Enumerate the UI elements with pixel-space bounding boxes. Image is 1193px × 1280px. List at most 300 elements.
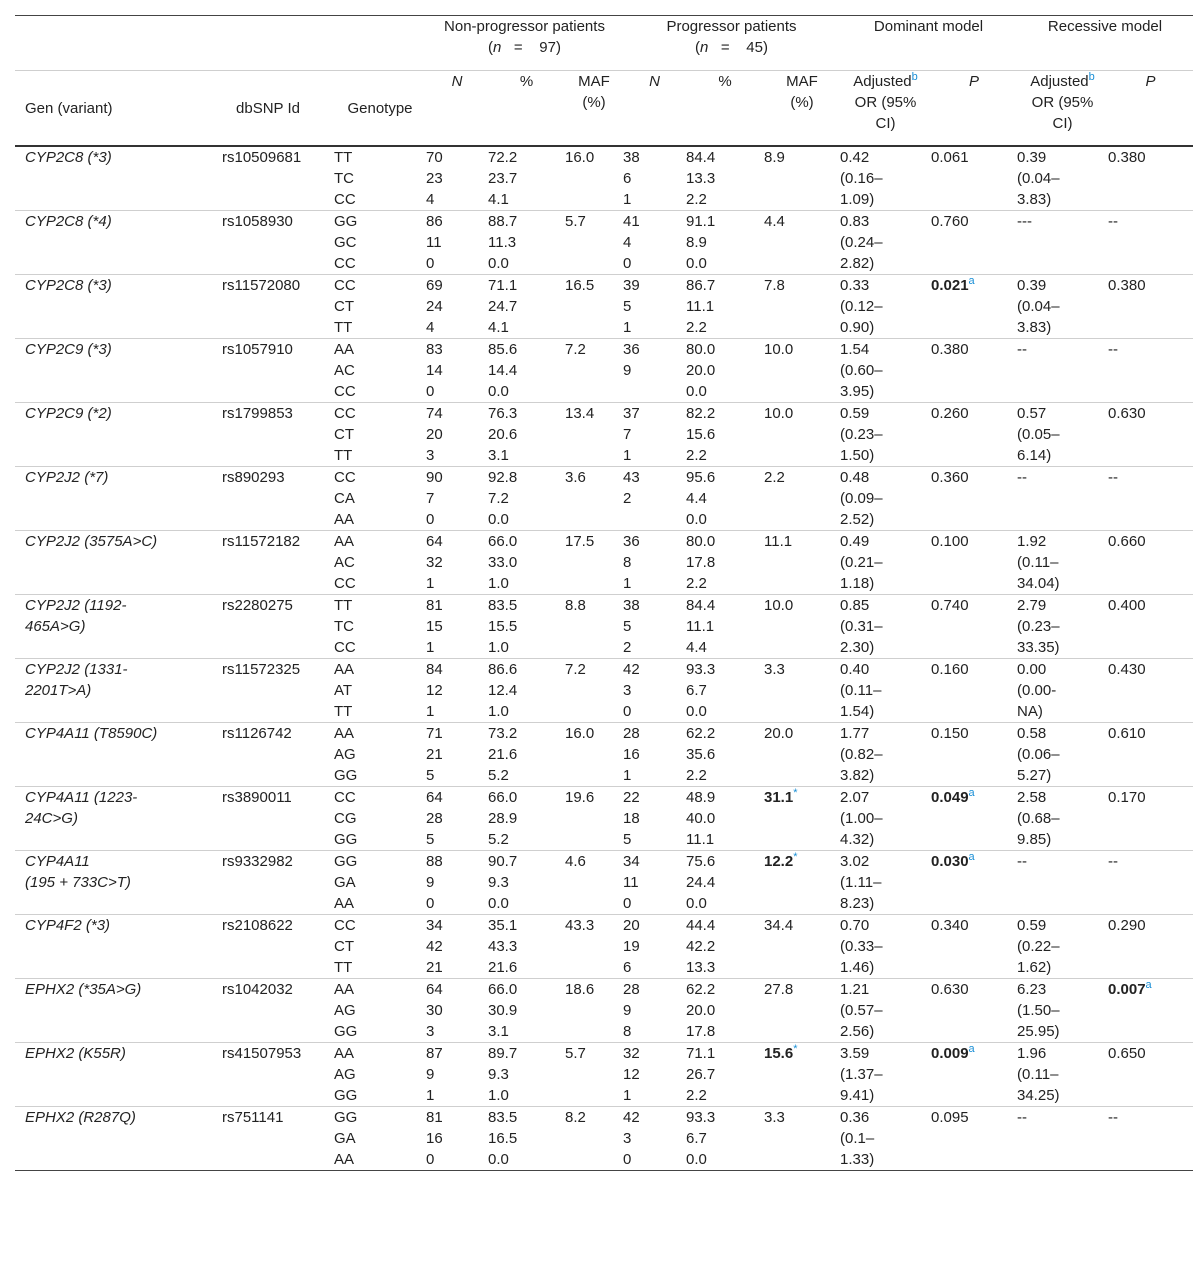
recessive-or-line: 1.92 — [1017, 533, 1047, 550]
dominant-or-line: (1.00– — [840, 810, 883, 827]
col-nonprog-pct: % — [519, 73, 534, 90]
nonprog-n-cell: 7 — [426, 490, 435, 507]
dominant-or-cell — [840, 595, 931, 659]
maf-label: MAF — [578, 73, 610, 90]
nonprog-pct-cell: 1.0 — [488, 703, 509, 720]
table-row — [15, 146, 1193, 168]
prog-maf-value: 3.3 — [764, 661, 785, 678]
dominant-or-line: 1.54) — [840, 703, 875, 720]
nonprog-maf-cell: 43.3 — [565, 917, 595, 934]
dominant-or-line: (0.21– — [840, 554, 883, 571]
dbsnp-id-cell: rs11572080 — [222, 277, 301, 294]
prog-pct-cell: 82.2 — [686, 405, 716, 422]
dominant-p-cell — [931, 1107, 1017, 1171]
prog-n-cell: 19 — [623, 938, 640, 955]
maf-label: MAF — [786, 73, 818, 90]
table-row — [15, 403, 1193, 425]
recessive-or-cell — [1017, 915, 1108, 979]
nonprog-pct-cell: 5.2 — [488, 831, 509, 848]
nonprog-pct-cell: 1.0 — [488, 639, 509, 656]
prog-maf-cell — [764, 211, 840, 275]
prog-n-cell: 6 — [623, 170, 632, 187]
dominant-or-line: 8.23) — [840, 895, 875, 912]
dominant-or-line: 0.49 — [840, 533, 870, 550]
prog-maf-value: 31.1 — [764, 789, 794, 806]
prog-maf-value: 2.2 — [764, 469, 785, 486]
prog-maf-cell — [764, 275, 840, 339]
dbsnp-id-cell: rs3890011 — [222, 789, 292, 806]
nonprog-pct-cell: 72.2 — [488, 149, 518, 166]
nonprog-n-cell: 3 — [426, 1023, 435, 1040]
dominant-or-line: 0.48 — [840, 469, 870, 486]
dominant-p-value: 0.380 — [931, 341, 969, 358]
dominant-or-line: 0.85 — [840, 597, 870, 614]
nonprog-n-cell: 5 — [426, 831, 435, 848]
dbsnp-id-cell: rs2280275 — [222, 597, 293, 614]
prog-maf-value: 8.9 — [764, 149, 785, 166]
table-row — [15, 531, 1193, 553]
recessive-or-line: NA) — [1017, 703, 1043, 720]
prog-pct-cell: 13.3 — [686, 959, 716, 976]
recessive-or-cell — [1017, 851, 1108, 915]
progressor-title: Progressor patients — [666, 18, 797, 35]
prog-n-cell: 43 — [623, 469, 640, 486]
recessive-p-value: 0.430 — [1108, 661, 1146, 678]
gene-variant-cell — [15, 979, 202, 1043]
dominant-or-line: (0.11– — [840, 682, 882, 699]
prog-maf-value: 27.8 — [764, 981, 794, 998]
nonprogressor-title: Non-progressor patients — [444, 18, 605, 35]
prog-pct-cell: 35.6 — [686, 746, 716, 763]
col-nonprog-maf — [565, 71, 623, 147]
dominant-or-line: 1.09) — [840, 191, 875, 208]
genotype-association-table — [15, 15, 1193, 1171]
gene-variant-line: CYP2J2 (1331- — [25, 661, 128, 678]
nonprog-pct-cell: 30.9 — [488, 1002, 518, 1019]
nonprog-pct-cell: 35.1 — [488, 917, 518, 934]
dominant-or-cell — [840, 403, 931, 467]
prog-n-cell: 16 — [623, 746, 640, 763]
dominant-or-line: 2.56) — [840, 1023, 875, 1040]
recessive-or-line: (0.00- — [1017, 682, 1057, 699]
prog-pct-cell: 17.8 — [686, 554, 716, 571]
prog-pct-cell: 80.0 — [686, 533, 716, 550]
prog-n-cell: 1 — [623, 767, 632, 784]
gene-variant-cell — [15, 659, 202, 723]
dominant-or-line: (0.31– — [840, 618, 883, 635]
recessive-p-value: 0.660 — [1108, 533, 1146, 550]
prog-pct-cell: 6.7 — [686, 682, 707, 699]
dominant-or-line: 1.77 — [840, 725, 870, 742]
prog-n-cell: 32 — [623, 1045, 640, 1062]
prog-n-cell: 2 — [623, 490, 632, 507]
prog-n-cell: 11 — [623, 874, 639, 891]
maf-unit: (%) — [790, 94, 814, 111]
prog-n-cell: 9 — [623, 362, 632, 379]
dominant-p-cell — [931, 851, 1017, 915]
col-nonprog-n: N — [451, 73, 463, 90]
prog-n-cell: 1 — [623, 447, 632, 464]
dominant-p-value: 0.260 — [931, 405, 969, 422]
dominant-p-cell — [931, 1043, 1017, 1107]
prog-n-cell: 4 — [623, 234, 632, 251]
col-dom-or — [840, 71, 931, 147]
progressor-n: (n = 45) — [695, 39, 768, 56]
table-row — [15, 979, 1193, 1001]
prog-n-cell: 36 — [623, 533, 640, 550]
nonprog-maf-cell: 5.7 — [565, 213, 586, 230]
recessive-model-header: Recessive model — [1047, 18, 1163, 35]
genotype-cell: GG — [334, 853, 358, 870]
dominant-or-line: 0.70 — [840, 917, 870, 934]
nonprog-n-cell: 21 — [426, 959, 443, 976]
dbsnp-id-cell: rs1126742 — [222, 725, 292, 742]
nonprog-n-cell: 5 — [426, 767, 435, 784]
nonprog-n-cell: 86 — [426, 213, 443, 230]
recessive-or-cell — [1017, 403, 1108, 467]
recessive-p-value: -- — [1108, 341, 1118, 358]
nonprog-n-cell: 0 — [426, 255, 435, 272]
prog-pct-cell: 48.9 — [686, 789, 716, 806]
prog-maf-cell — [764, 339, 840, 403]
dominant-or-cell — [840, 339, 931, 403]
nonprog-maf-cell: 7.2 — [565, 341, 586, 358]
prog-n-cell — [623, 509, 686, 531]
nonprog-n-cell: 34 — [426, 917, 443, 934]
nonprog-pct-cell: 0.0 — [488, 383, 509, 400]
dominant-p-value: 0.360 — [931, 469, 969, 486]
prog-n-cell: 38 — [623, 597, 640, 614]
nonprog-n-cell: 87 — [426, 1045, 443, 1062]
gene-variant-line: CYP2C9 (*2) — [25, 405, 112, 422]
dominant-or-line: 1.54 — [840, 341, 870, 358]
prog-maf-cell — [764, 659, 840, 723]
prog-pct-cell: 13.3 — [686, 170, 716, 187]
recessive-or-cell — [1017, 211, 1108, 275]
recessive-or-line: -- — [1017, 469, 1027, 486]
prog-n-cell: 28 — [623, 725, 640, 742]
dominant-model-header: Dominant model — [873, 18, 984, 35]
prog-pct-cell: 62.2 — [686, 725, 716, 742]
nonprog-maf-cell: 19.6 — [565, 789, 595, 806]
prog-pct-cell: 71.1 — [686, 1045, 716, 1062]
nonprog-n-cell: 1 — [426, 575, 435, 592]
prog-maf-cell — [764, 403, 840, 467]
prog-n-cell: 3 — [623, 1130, 632, 1147]
recessive-or-cell — [1017, 531, 1108, 595]
dominant-p-value: 0.760 — [931, 213, 969, 230]
footnote-a-marker: a — [968, 1043, 975, 1055]
prog-n-cell: 36 — [623, 341, 640, 358]
nonprog-pct-cell: 0.0 — [488, 255, 509, 272]
prog-pct-cell: 0.0 — [686, 383, 707, 400]
nonprog-maf-cell: 7.2 — [565, 661, 586, 678]
or-label-line3: CI) — [1052, 115, 1073, 132]
prog-maf-cell — [764, 979, 840, 1043]
dominant-or-line: 2.07 — [840, 789, 870, 806]
nonprog-n-cell: 70 — [426, 149, 443, 166]
prog-pct-cell: 15.6 — [686, 426, 716, 443]
recessive-or-cell — [1017, 1043, 1108, 1107]
dbsnp-id-cell: rs890293 — [222, 469, 285, 486]
genotype-cell: AG — [334, 746, 356, 763]
prog-maf-value: 12.2 — [764, 853, 794, 870]
recessive-p-value: 0.290 — [1108, 917, 1146, 934]
nonprog-pct-cell: 3.1 — [488, 1023, 509, 1040]
nonprog-maf-cell: 16.0 — [565, 149, 595, 166]
prog-maf-value: 10.0 — [764, 341, 794, 358]
recessive-or-cell — [1017, 275, 1108, 339]
nonprog-pct-cell: 66.0 — [488, 789, 518, 806]
recessive-or-cell — [1017, 595, 1108, 659]
nonprog-n-cell: 14 — [426, 362, 443, 379]
nonprog-n-cell: 32 — [426, 554, 443, 571]
recessive-or-line: 25.95) — [1017, 1023, 1060, 1040]
dominant-or-line: 0.40 — [840, 661, 870, 678]
footnote-a-marker: a — [1145, 979, 1152, 991]
genotype-cell: TC — [334, 618, 354, 635]
gene-variant-line: (195 + 733C>T) — [25, 874, 131, 891]
dominant-or-line: (0.57– — [840, 1002, 883, 1019]
nonprog-pct-cell: 83.5 — [488, 1109, 518, 1126]
recessive-or-line: (0.06– — [1017, 746, 1060, 763]
gene-variant-cell — [15, 146, 202, 211]
dominant-p-cell — [931, 659, 1017, 723]
nonprog-n-cell: 23 — [426, 170, 443, 187]
genotype-cell: CC — [334, 277, 356, 294]
nonprog-n-cell: 16 — [426, 1130, 443, 1147]
nonprog-n-cell: 74 — [426, 405, 443, 422]
genotype-cell: AA — [334, 1045, 355, 1062]
dominant-or-cell — [840, 723, 931, 787]
prog-n-cell: 1 — [623, 1087, 632, 1104]
nonprog-n-cell: 1 — [426, 1087, 435, 1104]
col-dom-p: P — [968, 73, 979, 90]
nonprog-pct-cell: 33.0 — [488, 554, 518, 571]
dominant-or-line: 2.82) — [840, 255, 875, 272]
nonprog-n-cell: 88 — [426, 853, 443, 870]
genotype-cell: CC — [334, 575, 356, 592]
recessive-p-value: 0.170 — [1108, 789, 1146, 806]
recessive-or-line: 1.62) — [1017, 959, 1052, 976]
genotype-cell: AA — [334, 981, 355, 998]
recessive-p-cell — [1108, 659, 1193, 723]
dominant-or-cell — [840, 787, 931, 851]
dominant-or-line: (0.16– — [840, 170, 883, 187]
nonprog-pct-cell: 12.4 — [488, 682, 518, 699]
dominant-p-value: 0.160 — [931, 661, 969, 678]
recessive-p-cell — [1108, 915, 1193, 979]
prog-pct-cell: 91.1 — [686, 213, 716, 230]
dbsnp-id-cell: rs9332982 — [222, 853, 293, 870]
footnote-b-marker: b — [1088, 71, 1095, 83]
dominant-p-cell — [931, 531, 1017, 595]
gene-variant-line: CYP2J2 (1192- — [25, 597, 127, 614]
prog-n-cell: 0 — [623, 895, 632, 912]
genotype-cell: GG — [334, 1109, 358, 1126]
prog-maf-cell — [764, 595, 840, 659]
gene-variant-line: CYP4F2 (*3) — [25, 917, 111, 934]
dominant-or-line: (1.37– — [840, 1066, 883, 1083]
prog-n-cell: 42 — [623, 661, 640, 678]
prog-n-cell: 3 — [623, 682, 632, 699]
dominant-or-cell — [840, 211, 931, 275]
prog-n-cell: 1 — [623, 191, 632, 208]
dominant-or-cell — [840, 146, 931, 211]
nonprog-pct-cell: 1.0 — [488, 575, 509, 592]
gene-variant-cell — [15, 787, 202, 851]
recessive-or-line: 0.58 — [1017, 725, 1047, 742]
gene-variant-cell — [15, 723, 202, 787]
dominant-p-cell — [931, 915, 1017, 979]
prog-pct-cell: 62.2 — [686, 981, 716, 998]
prog-maf-cell — [764, 787, 840, 851]
prog-n-cell: 18 — [623, 810, 640, 827]
table-body — [15, 146, 1193, 1171]
dominant-or-cell — [840, 531, 931, 595]
recessive-or-line: (1.50– — [1017, 1002, 1060, 1019]
dominant-or-line: 1.46) — [840, 959, 875, 976]
nonprog-maf-cell: 8.2 — [565, 1109, 586, 1126]
nonprog-pct-cell: 66.0 — [488, 981, 518, 998]
recessive-p-cell — [1108, 787, 1193, 851]
nonprog-n-cell: 64 — [426, 533, 443, 550]
genotype-cell: GG — [334, 767, 358, 784]
nonprog-pct-cell: 14.4 — [488, 362, 518, 379]
gene-variant-line: CYP4A11 (1223- — [25, 789, 138, 806]
dominant-or-line: (0.33– — [840, 938, 883, 955]
prog-pct-cell: 95.6 — [686, 469, 716, 486]
genotype-cell: AT — [334, 682, 353, 699]
or-label-line1: Adjusted$^b$ — [853, 71, 918, 90]
recessive-p-value: 0.610 — [1108, 725, 1146, 742]
genotype-cell: TT — [334, 447, 353, 464]
genotype-cell: CA — [334, 490, 355, 507]
genotype-cell: GG — [334, 831, 358, 848]
dominant-or-line: (0.09– — [840, 490, 883, 507]
recessive-or-line: (0.04– — [1017, 298, 1060, 315]
recessive-or-line: (0.11– — [1017, 1066, 1059, 1083]
nonprog-pct-cell: 0.0 — [488, 895, 509, 912]
prog-n-cell: 0 — [623, 703, 632, 720]
nonprog-pct-cell: 86.6 — [488, 661, 518, 678]
nonprog-n-cell: 83 — [426, 341, 443, 358]
prog-n-cell: 28 — [623, 981, 640, 998]
dominant-or-line: (1.11– — [840, 874, 882, 891]
prog-pct-cell: 26.7 — [686, 1066, 716, 1083]
prog-pct-cell: 0.0 — [686, 255, 707, 272]
dominant-p-cell — [931, 211, 1017, 275]
prog-maf-value: 34.4 — [764, 917, 794, 934]
gene-variant-cell — [15, 1107, 202, 1171]
recessive-p-value: 0.380 — [1108, 277, 1146, 294]
genotype-cell: TT — [334, 959, 353, 976]
nonprog-pct-cell: 83.5 — [488, 597, 518, 614]
dbsnp-id-cell: rs1057910 — [222, 341, 293, 358]
genotype-cell: CC — [334, 191, 356, 208]
recessive-or-line: 0.57 — [1017, 405, 1047, 422]
nonprog-pct-cell: 73.2 — [488, 725, 518, 742]
col-gen-variant: Gen (variant) — [25, 99, 113, 117]
col-prog-n: N — [649, 73, 660, 90]
gene-variant-cell — [15, 851, 202, 915]
prog-maf-value: 20.0 — [764, 725, 794, 742]
recessive-p-value: 0.380 — [1108, 149, 1146, 166]
col-rec-or — [1017, 71, 1108, 147]
table-row — [15, 915, 1193, 937]
genotype-cell: AA — [334, 895, 355, 912]
recessive-p-cell — [1108, 851, 1193, 915]
recessive-or-line: (0.22– — [1017, 938, 1060, 955]
gene-variant-cell — [15, 1043, 202, 1107]
nonprog-n-cell: 71 — [426, 725, 443, 742]
nonprog-maf-cell: 3.6 — [565, 469, 586, 486]
dominant-or-line: (0.1– — [840, 1130, 875, 1147]
genotype-cell: AC — [334, 362, 355, 379]
prog-n-cell: 8 — [623, 1023, 632, 1040]
prog-pct-cell: 84.4 — [686, 597, 716, 614]
nonprog-maf-cell: 4.6 — [565, 853, 586, 870]
prog-n-cell: 8 — [623, 554, 632, 571]
nonprog-pct-cell: 90.7 — [488, 853, 518, 870]
nonprog-maf-cell: 5.7 — [565, 1045, 586, 1062]
prog-pct-cell: 80.0 — [686, 341, 716, 358]
genotype-cell: GC — [334, 234, 357, 251]
footnote-a-marker: a — [968, 275, 975, 287]
genotype-cell: CG — [334, 810, 357, 827]
gene-variant-cell — [15, 915, 202, 979]
genotype-cell: AC — [334, 554, 355, 571]
dominant-or-line: (0.82– — [840, 746, 883, 763]
recessive-or-cell — [1017, 146, 1108, 211]
nonprog-pct-cell: 76.3 — [488, 405, 518, 422]
dominant-or-cell — [840, 851, 931, 915]
prog-maf-value: 7.8 — [764, 277, 785, 294]
genotype-cell: AA — [334, 341, 355, 358]
genotype-cell: CT — [334, 426, 354, 443]
nonprog-n-cell: 1 — [426, 639, 435, 656]
nonprog-n-cell: 11 — [426, 234, 442, 251]
prog-maf-value: 10.0 — [764, 597, 794, 614]
gene-variant-cell — [15, 403, 202, 467]
recessive-p-value: -- — [1108, 213, 1118, 230]
recessive-p-cell — [1108, 146, 1193, 211]
prog-n-cell: 5 — [623, 618, 632, 635]
dominant-or-line: 0.36 — [840, 1109, 870, 1126]
nonprog-pct-cell: 11.3 — [488, 234, 517, 251]
dominant-or-line: 3.82) — [840, 767, 875, 784]
dominant-or-line: (0.12– — [840, 298, 883, 315]
recessive-or-line: 0.39 — [1017, 149, 1047, 166]
prog-pct-cell: 8.9 — [686, 234, 707, 251]
dominant-p-cell — [931, 339, 1017, 403]
prog-n-cell: 2 — [623, 639, 632, 656]
recessive-or-line: 34.04) — [1017, 575, 1060, 592]
prog-n-cell: 42 — [623, 1109, 640, 1126]
genotype-cell: AA — [334, 661, 355, 678]
gene-variant-line: CYP2J2 (3575A>C) — [25, 533, 158, 550]
prog-pct-cell: 2.2 — [686, 319, 707, 336]
gene-variant-cell — [15, 211, 202, 275]
dbsnp-id-cell: rs41507953 — [222, 1045, 302, 1062]
recessive-p-cell — [1108, 1043, 1193, 1107]
dbsnp-id-cell: rs1042032 — [222, 981, 293, 998]
gene-variant-line: EPHX2 (K55R) — [25, 1045, 126, 1062]
dominant-p-value: 0.740 — [931, 597, 969, 614]
dominant-or-line: 4.32) — [840, 831, 875, 848]
genotype-cell: TT — [334, 149, 353, 166]
recessive-or-line: -- — [1017, 853, 1027, 870]
